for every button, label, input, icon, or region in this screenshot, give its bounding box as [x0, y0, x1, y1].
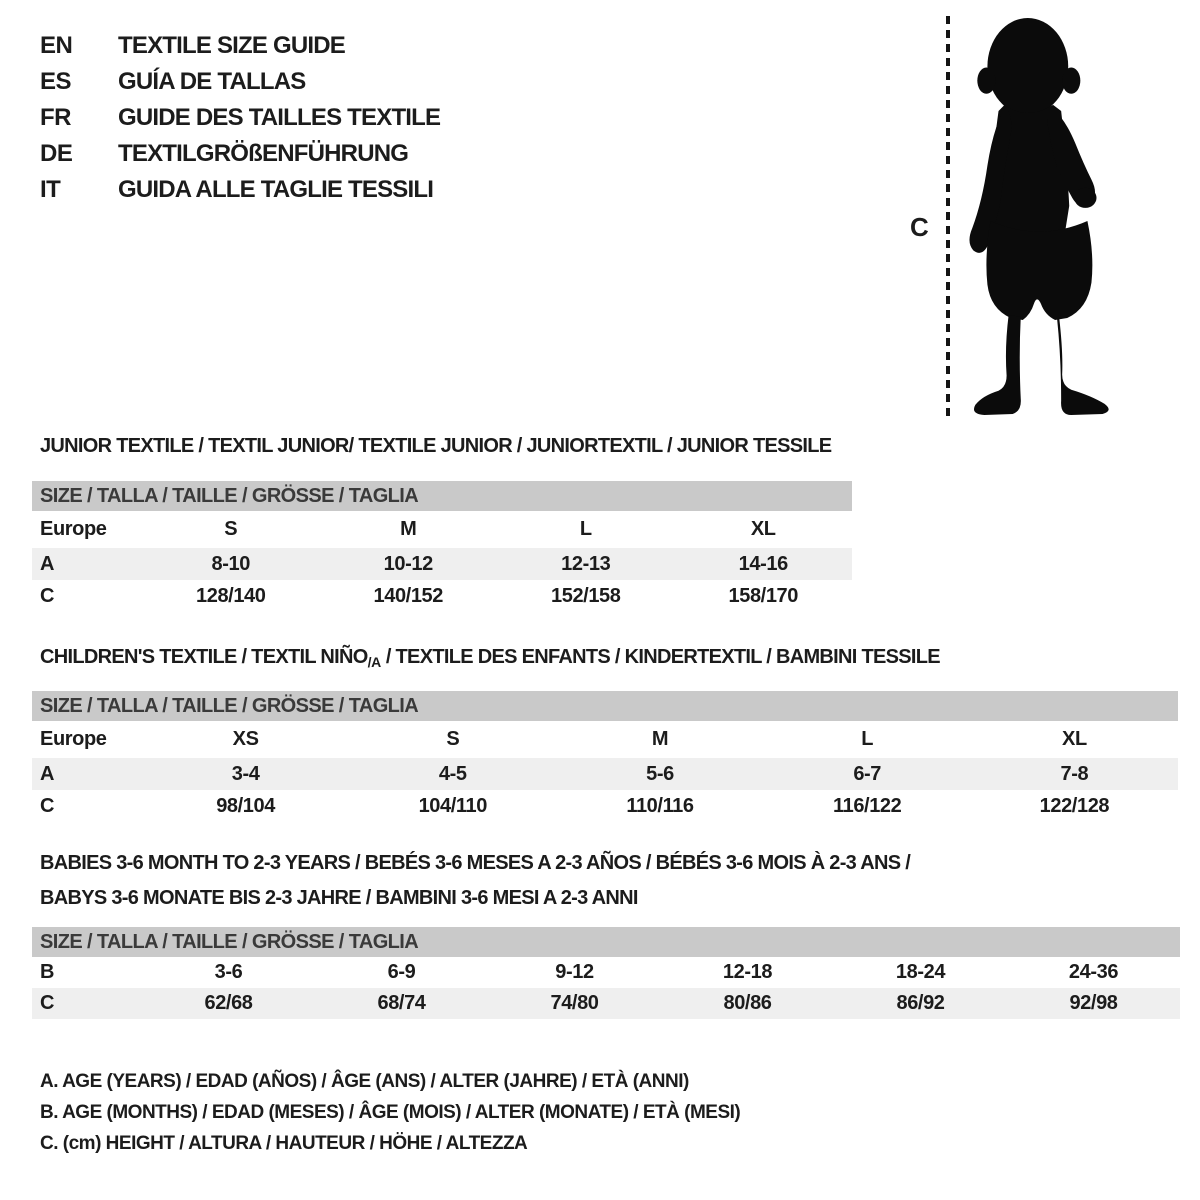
lang-title: GUIDA ALLE TAGLIE TESSILI — [118, 176, 434, 203]
title-line: BABIES 3-6 MONTH TO 2-3 YEARS / BEBÉS 3-6 MESES A 2-3 AÑOS / BÉBÉS 3-6 MOIS À 2-3 ANS / — [40, 852, 911, 874]
lang-row-it — [40, 172, 440, 208]
lang-row-de — [40, 136, 440, 172]
title-subscript: /A — [367, 654, 381, 670]
lang-code: FR — [40, 104, 71, 131]
value-cell: 92/98 — [1069, 992, 1118, 1014]
table-row — [32, 548, 852, 580]
size-cell: M — [400, 518, 417, 540]
value-cell: 98/104 — [216, 794, 275, 817]
lang-code: ES — [40, 68, 72, 95]
title-part: CHILDREN'S TEXTILE / TEXTIL NIÑO — [40, 646, 368, 668]
value-cell: 6-7 — [853, 762, 882, 785]
section-title-babies — [40, 846, 1180, 916]
size-cell: S — [224, 518, 238, 540]
value-cell: 116/122 — [832, 794, 902, 817]
row-label: C — [40, 584, 55, 607]
value-cell: 24-36 — [1068, 961, 1119, 983]
value-cell: 80/86 — [723, 992, 772, 1014]
value-cell: 140/152 — [373, 584, 443, 607]
section-title-junior: JUNIOR TEXTILE / TEXTIL JUNIOR/ TEXTILE JUNIOR / JUNIORTEXTIL / JUNIOR TESSILE — [40, 435, 832, 457]
value-cell: 122/128 — [1039, 794, 1110, 817]
size-cell: XL — [750, 518, 776, 540]
size-cell: L — [861, 728, 874, 750]
size-cell: M — [651, 728, 669, 750]
legend-line-c: C. (cm) HEIGHT / ALTURA / HAUTEUR / HÖHE / ALTEZZA — [40, 1133, 528, 1154]
row-label: Europe — [40, 728, 107, 750]
table-row — [32, 758, 1178, 790]
title-part: / TEXTILE DES ENFANTS / KINDERTEXTIL / BAMBINI TESSILE — [380, 646, 940, 668]
height-measure-label: C — [910, 212, 929, 242]
value-cell: 6-9 — [387, 961, 416, 983]
value-cell: 10-12 — [383, 552, 433, 575]
title-line: BABYS 3-6 MONATE BIS 2-3 JAHRE / BAMBINI 3-6 MESI A 2-3 ANNI — [40, 887, 638, 909]
value-cell: 152/158 — [551, 584, 621, 607]
lang-code: IT — [40, 176, 61, 203]
value-cell: 9-12 — [555, 961, 594, 983]
row-label: B — [40, 961, 55, 983]
lang-code: DE — [40, 140, 73, 167]
lang-row-en — [40, 28, 440, 64]
legend-line-a: A. AGE (YEARS) / EDAD (AÑOS) / ÂGE (ANS) / ALTER (JAHRE) / ETÀ (ANNI) — [40, 1071, 689, 1092]
lang-title: TEXTILGRÖßENFÜHRUNG — [118, 140, 409, 167]
babies-size-table — [32, 927, 1180, 1019]
lang-title: GUIDE DES TAILLES TEXTILE — [118, 104, 441, 131]
value-cell: 18-24 — [895, 961, 946, 983]
value-cell: 62/68 — [204, 992, 253, 1014]
value-cell: 110/116 — [626, 794, 694, 817]
value-cell: 68/74 — [377, 992, 426, 1014]
table-row — [32, 511, 852, 548]
table-header-band: SIZE / TALLA / TAILLE / GRÖSSE / TAGLIA — [32, 481, 852, 511]
size-cell: XS — [232, 728, 259, 750]
lang-code: EN — [40, 32, 73, 59]
row-label: A — [40, 552, 55, 575]
row-label: A — [40, 762, 55, 785]
table-row — [32, 721, 1178, 758]
value-cell: 14-16 — [738, 552, 788, 575]
size-cell: XL — [1062, 728, 1087, 750]
value-cell: 8-10 — [211, 552, 250, 575]
value-cell: 104/110 — [418, 794, 487, 817]
height-measure-dashed-line — [946, 16, 950, 416]
value-cell: 12-18 — [722, 961, 773, 983]
table-header-band: SIZE / TALLA / TAILLE / GRÖSSE / TAGLIA — [32, 927, 1180, 957]
size-cell: S — [446, 728, 460, 750]
table-row — [32, 790, 1178, 822]
value-cell: 86/92 — [896, 992, 945, 1014]
row-label: C — [40, 794, 55, 817]
table-header-band: SIZE / TALLA / TAILLE / GRÖSSE / TAGLIA — [32, 691, 1178, 721]
legend-line-b: B. AGE (MONTHS) / EDAD (MESES) / ÂGE (MOIS) / ALTER (MONATE) / ETÀ (MESI) — [40, 1102, 741, 1123]
section-title-children — [40, 646, 940, 670]
measure-legend — [40, 1066, 740, 1159]
value-cell: 3-4 — [231, 762, 260, 785]
lang-row-fr — [40, 100, 440, 136]
junior-size-table — [32, 481, 852, 612]
value-cell: 12-13 — [561, 552, 611, 575]
lang-title: GUÍA DE TALLAS — [118, 68, 306, 95]
value-cell: 5-6 — [646, 762, 674, 785]
children-size-table — [32, 691, 1178, 822]
row-label: Europe — [40, 518, 107, 540]
lang-row-es — [40, 64, 440, 100]
value-cell: 4-5 — [438, 762, 467, 785]
size-cell: L — [579, 518, 592, 540]
table-row — [32, 988, 1180, 1019]
value-cell: 158/170 — [728, 584, 798, 607]
baby-silhouette-icon — [960, 14, 1132, 418]
lang-title: TEXTILE SIZE GUIDE — [118, 32, 345, 59]
language-title-list — [40, 28, 440, 208]
table-row — [32, 580, 852, 612]
value-cell: 3-6 — [214, 961, 243, 983]
value-cell: 7-8 — [1060, 762, 1089, 785]
value-cell: 74/80 — [550, 992, 599, 1014]
table-row — [32, 957, 1180, 988]
row-label: C — [40, 992, 55, 1014]
value-cell: 128/140 — [196, 584, 266, 607]
